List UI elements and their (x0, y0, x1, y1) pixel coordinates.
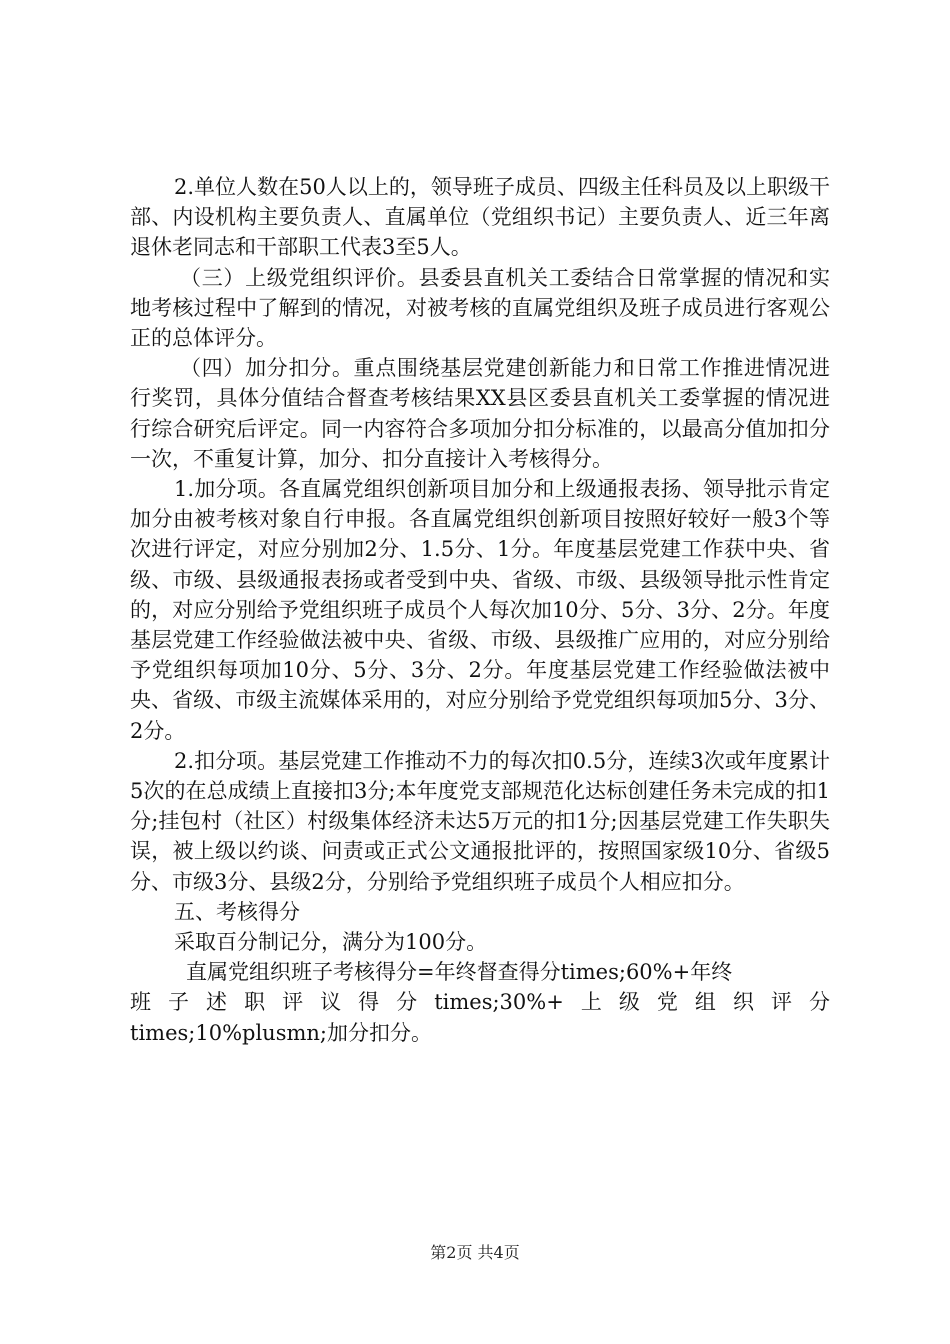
paragraph-scoring-method: 采取百分制记分，满分为100分。 (174, 930, 488, 955)
page-footer: 第2页 共4页 (430, 1243, 520, 1262)
section-heading-score: 五、考核得分 (174, 899, 300, 924)
paragraph-bonus-items: 1.加分项。各直属党组织创新项目加分和上级通报表扬、领导批示肯定加分由被考核对象自行申报。各直属党组织创新项目按照好较好一般3个等次进行评定，对应分别加2分、1.5分、1分。年度基层党建工作获中央、省级、市级、县级通报表扬或者受到中央、省级、市级、县级领导批示性肯定的，对应分别给予党组织班子成员个人每次加10分、5分、3分、2分。年度基层党建工作经验做法被中央、省级、市级、县级推广应用的，对应分别给予党组织每项加10分、5分、3分、2分。年度基层党建工作经验做法被中央、省级、市级主流媒体采用的，对应分别给予党党组织每项加5分、3分、2分。 (130, 477, 830, 743)
paragraph-staff-count: 2.单位人数在50人以上的，领导班子成员、四级主任科员及以上职级干部、内设机构主要负责人、直属单位（党组织书记）主要负责人、近三年离退休老同志和干部职工代表3至5人。 (130, 175, 830, 260)
document-body (130, 172, 830, 1048)
formula-line-1: 直属党组织班子考核得分=年终督查得分times;60%+年终 (186, 960, 733, 985)
paragraph-superior-evaluation: （三）上级党组织评价。县委县直机关工委结合日常掌握的情况和实地考核过程中了解到的情况，对被考核的直属党组织及班子成员进行客观公正的总体评分。 (130, 265, 830, 351)
formula-line-3: times;10%plusmn;加分扣分。 (130, 1020, 432, 1045)
formula-line-2: 班子述职评议得分times;30%+上级党组织评分 (130, 990, 830, 1015)
paragraph-deduction-items: 2.扣分项。基层党建工作推动不力的每次扣0.5分，连续3次或年度累计5次的在总成绩上直接扣3分;本年度党支部规范化达标创建任务未完成的扣1分;挂包村（社区）村级集体经济未达5万元的扣1分;因基层党建工作失职失误，被上级以约谈、问责或正式公文通报批评的，按照国家级10分、省级5分、市级3分、县级2分，分别给予党组织班子成员个人相应扣分。 (130, 748, 830, 894)
paragraph-bonus-deduction: （四）加分扣分。重点围绕基层党建创新能力和日常工作推进情况进行奖罚，具体分值结合督查考核结果XX县区委县直机关工委掌握的情况进行综合研究后评定。同一内容符合多项加分扣分标准的，以最高分值加扣分一次，不重复计算，加分、扣分直接计入考核得分。 (130, 356, 830, 471)
